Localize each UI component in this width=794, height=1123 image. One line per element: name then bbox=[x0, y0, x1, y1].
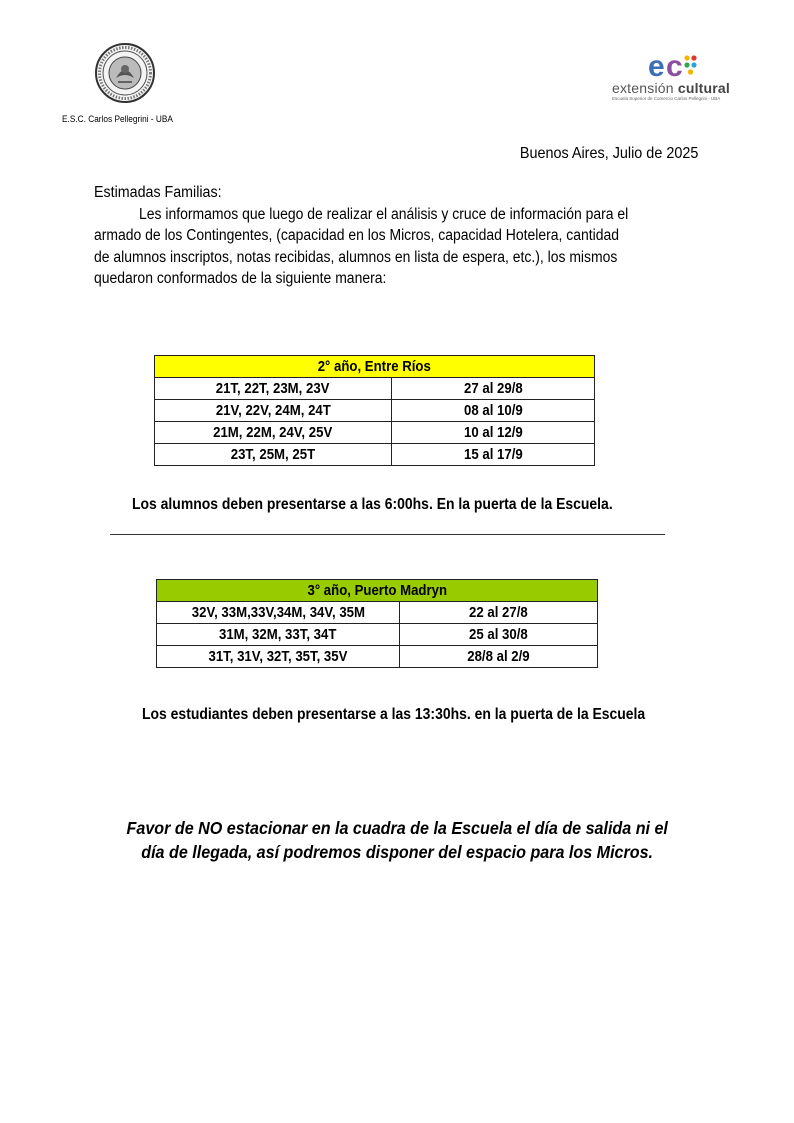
logo-title: extensión cultural bbox=[612, 80, 730, 96]
university-seal-icon bbox=[94, 42, 156, 104]
table-header: 2° año, Entre Ríos bbox=[155, 356, 595, 378]
table-row: 21M, 22M, 24V, 25V 10 al 12/9 bbox=[155, 422, 595, 444]
trip-table-3rd-year bbox=[156, 579, 598, 668]
school-name: E.S.C. Carlos Pellegrini - UBA bbox=[62, 114, 173, 124]
table-row: 31T, 31V, 32T, 35T, 35V 28/8 al 2/9 bbox=[157, 646, 598, 668]
warning-line: día de llegada, así podremos disponer del espacio para los Micros. bbox=[141, 842, 653, 862]
body-line: quedaron conformados de la siguiente manera: bbox=[94, 270, 387, 287]
divider bbox=[110, 534, 665, 535]
letter-body bbox=[94, 182, 694, 290]
table-header: 3° año, Puerto Madryn bbox=[157, 580, 598, 602]
logo-subtitle: Escuela Superior de Comercio Carlos Pellegrini - UBA bbox=[612, 96, 721, 101]
svg-text:c: c bbox=[666, 50, 683, 80]
departure-note-2nd-year: Los alumnos deben presentarse a las 6:00hs. En la puerta de la Escuela. bbox=[132, 496, 613, 513]
body-line: Les informamos que luego de realizar el análisis y cruce de información para el bbox=[139, 205, 629, 223]
letter-date: Buenos Aires, Julio de 2025 bbox=[519, 145, 698, 162]
trip-table-2nd-year bbox=[154, 355, 595, 466]
body-line: de alumnos inscriptos, notas recibidas, alumnos en lista de espera, etc.), los mismos bbox=[94, 248, 618, 266]
departure-note-3rd-year: Los estudiantes deben presentarse a las 13:30hs. en la puerta de la Escuela bbox=[142, 706, 646, 723]
table-row: 21T, 22T, 23M, 23V 27 al 29/8 bbox=[155, 378, 595, 400]
table-row: 31M, 32M, 33T, 34T 25 al 30/8 bbox=[157, 624, 598, 646]
ec-logo-icon bbox=[608, 48, 734, 80]
table-row: 32V, 33M,33V,34M, 34V, 35M 22 al 27/8 bbox=[157, 602, 598, 624]
body-line: armado de los Contingentes, (capacidad en los Micros, capacidad Hotelera, cantidad bbox=[94, 227, 619, 244]
parking-warning bbox=[80, 816, 714, 864]
table-row: 21V, 22V, 24M, 24T 08 al 10/9 bbox=[155, 400, 595, 422]
svg-text:e: e bbox=[648, 50, 665, 80]
extension-cultural-logo bbox=[608, 48, 734, 106]
greeting: Estimadas Familias: bbox=[94, 184, 222, 201]
table-row: 23T, 25M, 25T 15 al 17/9 bbox=[155, 444, 595, 466]
warning-line: Favor de NO estacionar en la cuadra de la Escuela el día de salida ni el bbox=[126, 818, 668, 838]
